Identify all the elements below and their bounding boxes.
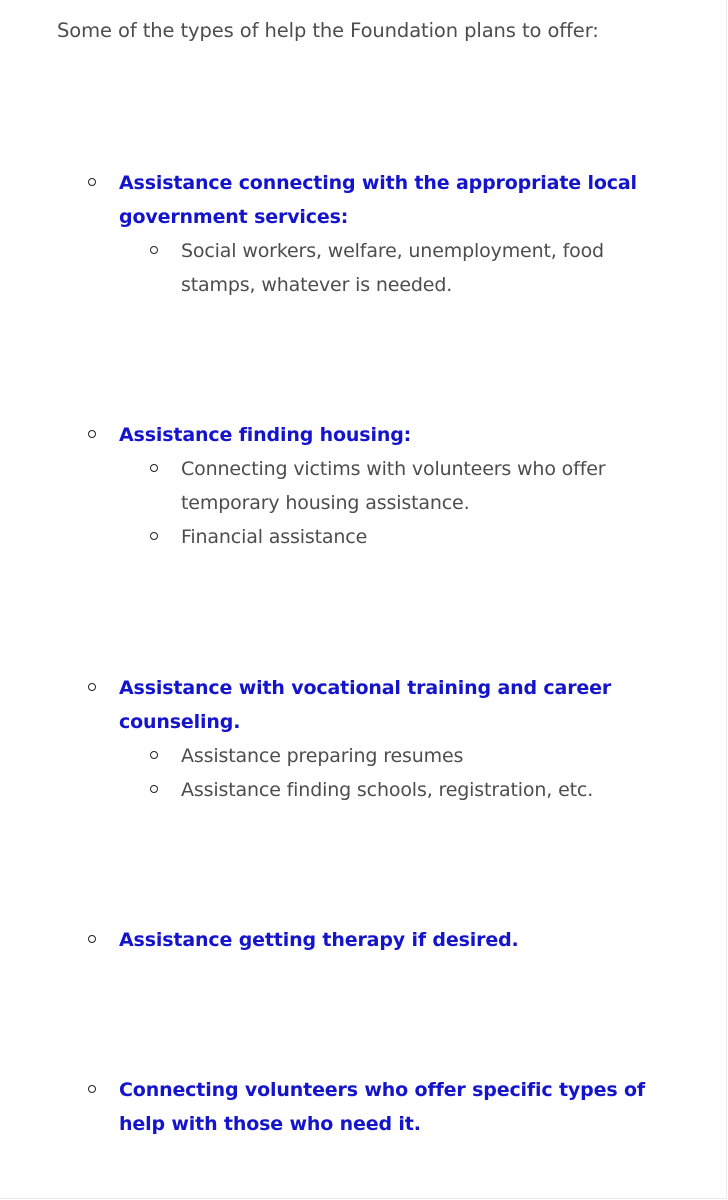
hollow-circle-bullet-icon (150, 751, 158, 759)
heading-line: Assistance with vocational training and career (119, 677, 612, 699)
list-item-therapy (88, 923, 688, 957)
heading-line: Assistance finding housing: (119, 424, 412, 446)
sub-list-item (150, 739, 688, 773)
sub-item-line: temporary housing assistance. (181, 492, 470, 514)
sub-item-line: Financial assistance (181, 526, 368, 548)
sub-item-line: Connecting victims with volunteers who offer (181, 458, 606, 480)
sub-list (88, 452, 688, 554)
heading-line: government services: (119, 206, 349, 228)
sub-list-item (150, 452, 688, 520)
sub-item-line: stamps, whatever is needed. (181, 274, 453, 296)
hollow-circle-bullet-icon (150, 246, 158, 254)
list-item-heading (88, 166, 688, 234)
sub-list-item (150, 773, 688, 807)
hollow-circle-bullet-icon (88, 430, 96, 438)
heading-line: help with those who need it. (119, 1113, 421, 1135)
sub-list-item (150, 234, 688, 302)
list-item-housing (88, 418, 688, 554)
sub-list-item (150, 520, 688, 554)
list-item-heading (88, 923, 688, 957)
list-item-local-services (88, 166, 688, 302)
hollow-circle-bullet-icon (88, 178, 96, 186)
hollow-circle-bullet-icon (88, 935, 96, 943)
sub-item-line: Assistance finding schools, registration, etc. (181, 779, 594, 801)
sub-item-line: Social workers, welfare, unemployment, food (181, 240, 604, 262)
heading-line: counseling. (119, 711, 241, 733)
heading-line: Assistance connecting with the appropriate local (119, 172, 637, 194)
list-item-volunteers (88, 1073, 688, 1141)
heading-line: Connecting volunteers who offer specific types of (119, 1079, 645, 1101)
hollow-circle-bullet-icon (150, 464, 158, 472)
heading-line: Assistance getting therapy if desired. (119, 929, 519, 951)
hollow-circle-bullet-icon (88, 1085, 96, 1093)
sub-item-line: Assistance preparing resumes (181, 745, 464, 767)
list-item-heading (88, 418, 688, 452)
hollow-circle-bullet-icon (150, 532, 158, 540)
hollow-circle-bullet-icon (88, 683, 96, 691)
list-item-vocational-training (88, 671, 688, 807)
sub-list (88, 739, 688, 807)
sub-list (88, 234, 688, 302)
list-item-heading (88, 671, 688, 739)
hollow-circle-bullet-icon (150, 785, 158, 793)
list-item-heading (88, 1073, 688, 1141)
intro-text: Some of the types of help the Foundation plans to offer: (57, 19, 599, 42)
